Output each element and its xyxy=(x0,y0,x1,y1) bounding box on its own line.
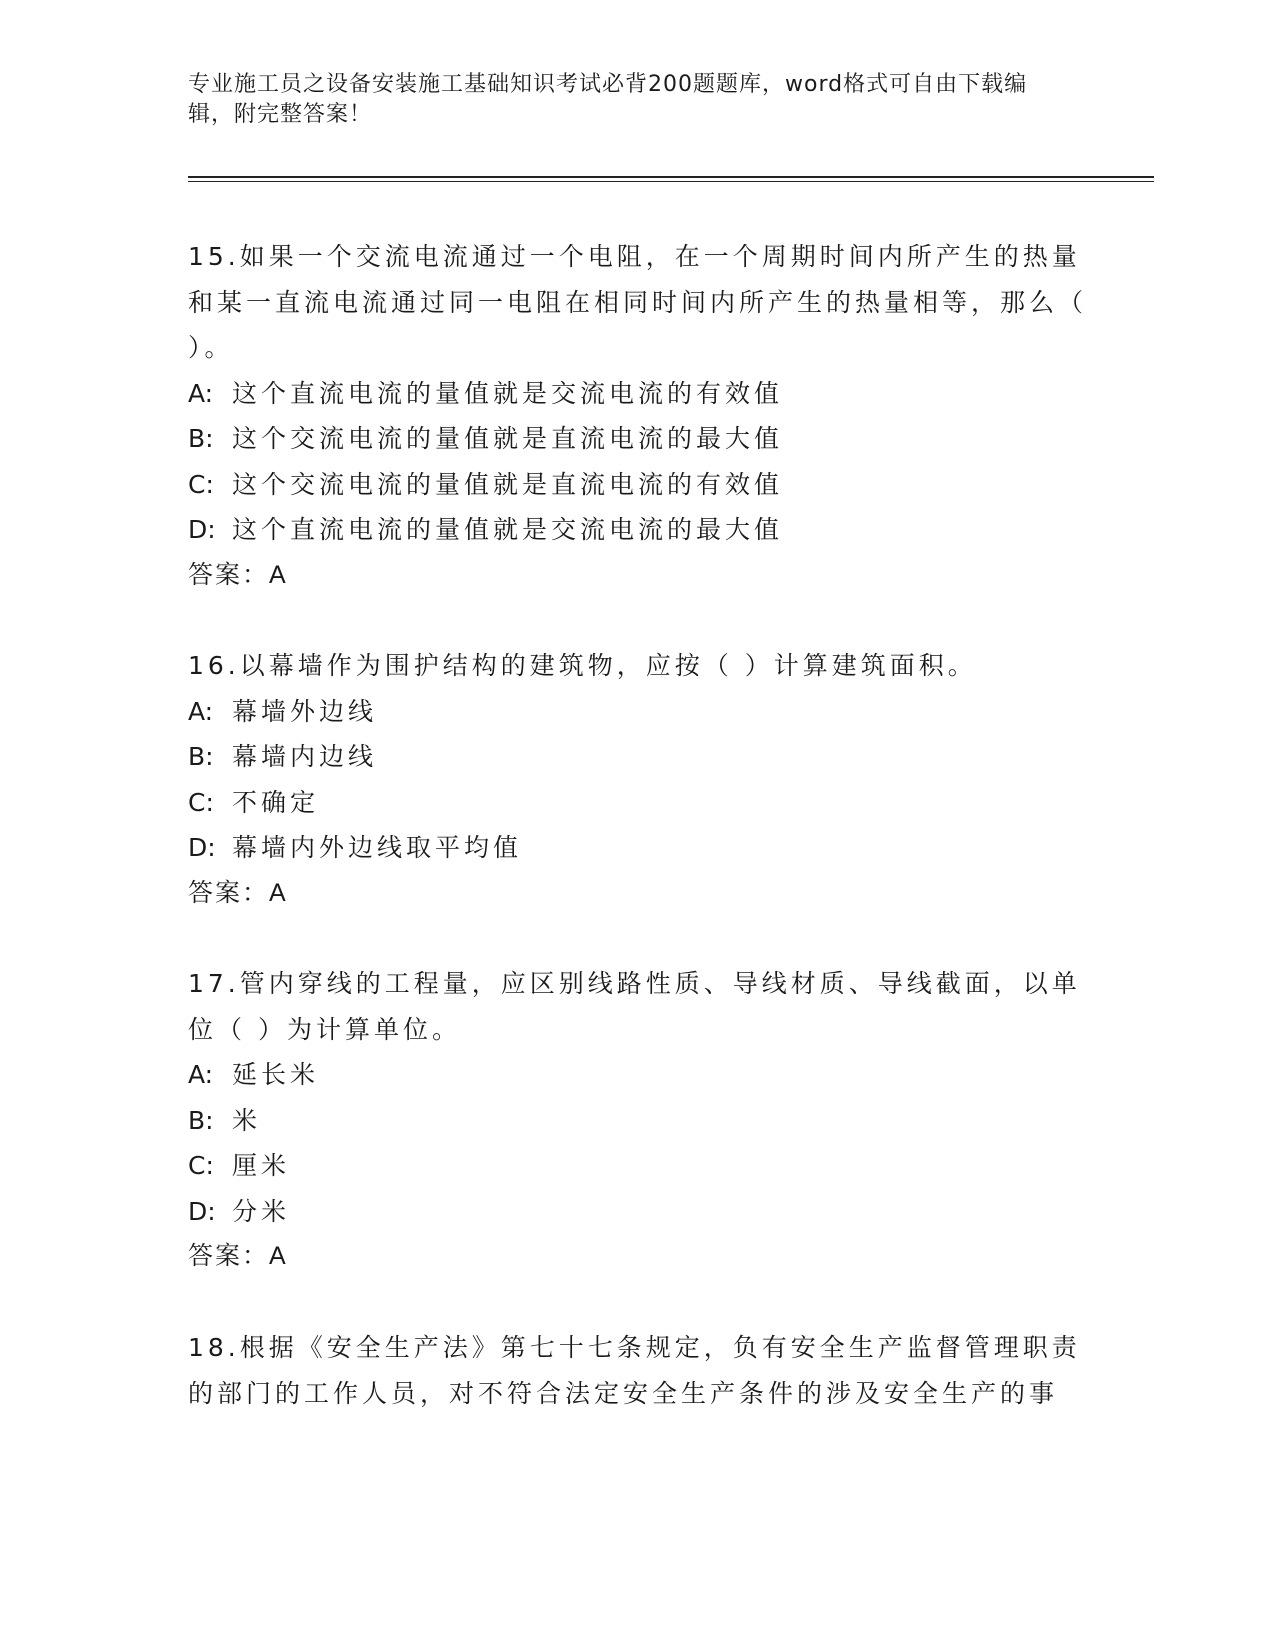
document-header xyxy=(188,70,1068,130)
option-text: 分米 xyxy=(232,1196,291,1226)
option-letter: B: xyxy=(188,742,214,771)
option-b xyxy=(188,734,1088,780)
option-text: 幕墙内边线 xyxy=(232,742,378,771)
option-text: 不确定 xyxy=(232,787,320,817)
option-letter: B: xyxy=(188,424,214,453)
question-stem: 18.根据《安全生产法》第七十七条规定，负有安全生产监督管理职责的部门的工作人员，对不符合法定安全生产条件的涉及安全生产的事 xyxy=(188,1333,1081,1408)
question-stem: 15.如果一个交流电流通过一个电阻，在一个周期时间内所产生的热量和某一直流电流通过同一电阻在相同时间内所产生的热量相等，那么（ ）。 xyxy=(188,242,1088,362)
option-letter: D: xyxy=(188,1196,216,1226)
question-stem: 17.管内穿线的工程量，应区别线路性质、导线材质、导线截面，以单位（ ）为计算单位。 xyxy=(188,969,1081,1044)
option-text: 米 xyxy=(232,1105,262,1135)
option-text: 延长米 xyxy=(232,1060,320,1089)
option-text: 幕墙内外边线取平均值 xyxy=(232,833,523,862)
option-text: 厘米 xyxy=(232,1151,291,1180)
question-15 xyxy=(188,234,1088,598)
answer-line: 答案：A xyxy=(188,1242,288,1270)
option-letter: D: xyxy=(188,515,216,544)
option-d xyxy=(188,825,1088,871)
question-18 xyxy=(188,1325,1088,1416)
answer-line: 答案：A xyxy=(188,878,288,907)
option-c xyxy=(188,1143,1088,1189)
question-16 xyxy=(188,643,1088,916)
option-letter: C: xyxy=(188,469,214,499)
document-title: 专业施工员之设备安装施工基础知识考试必背200题题库，word格式可自由下载编辑，附完整答案！ xyxy=(188,72,1028,127)
question-17 xyxy=(188,961,1088,1280)
option-letter: A: xyxy=(188,1060,214,1089)
option-c xyxy=(188,780,1088,826)
answer-line: 答案：A xyxy=(188,560,288,589)
option-letter: B: xyxy=(188,1105,214,1135)
option-letter: A: xyxy=(188,378,214,408)
option-text: 这个交流电流的量值就是直流电流的有效值 xyxy=(232,469,784,499)
option-letter: A: xyxy=(188,696,214,726)
option-d xyxy=(188,507,1088,553)
option-c xyxy=(188,462,1088,508)
option-b xyxy=(188,1098,1088,1144)
option-a xyxy=(188,689,1088,735)
option-b xyxy=(188,416,1088,462)
option-text: 这个交流电流的量值就是直流电流的最大值 xyxy=(232,424,784,453)
option-text: 这个直流电流的量值就是交流电流的最大值 xyxy=(232,515,784,544)
option-text: 幕墙外边线 xyxy=(232,696,378,726)
option-d xyxy=(188,1189,1088,1235)
option-a xyxy=(188,1052,1088,1098)
option-text: 这个直流电流的量值就是交流电流的有效值 xyxy=(232,378,784,408)
option-letter: C: xyxy=(188,787,214,817)
question-stem: 16.以幕墙作为围护结构的建筑物，应按（ ）计算建筑面积。 xyxy=(188,651,977,680)
option-letter: C: xyxy=(188,1151,214,1180)
option-letter: D: xyxy=(188,833,216,862)
option-a xyxy=(188,371,1088,417)
header-divider xyxy=(188,176,1154,182)
